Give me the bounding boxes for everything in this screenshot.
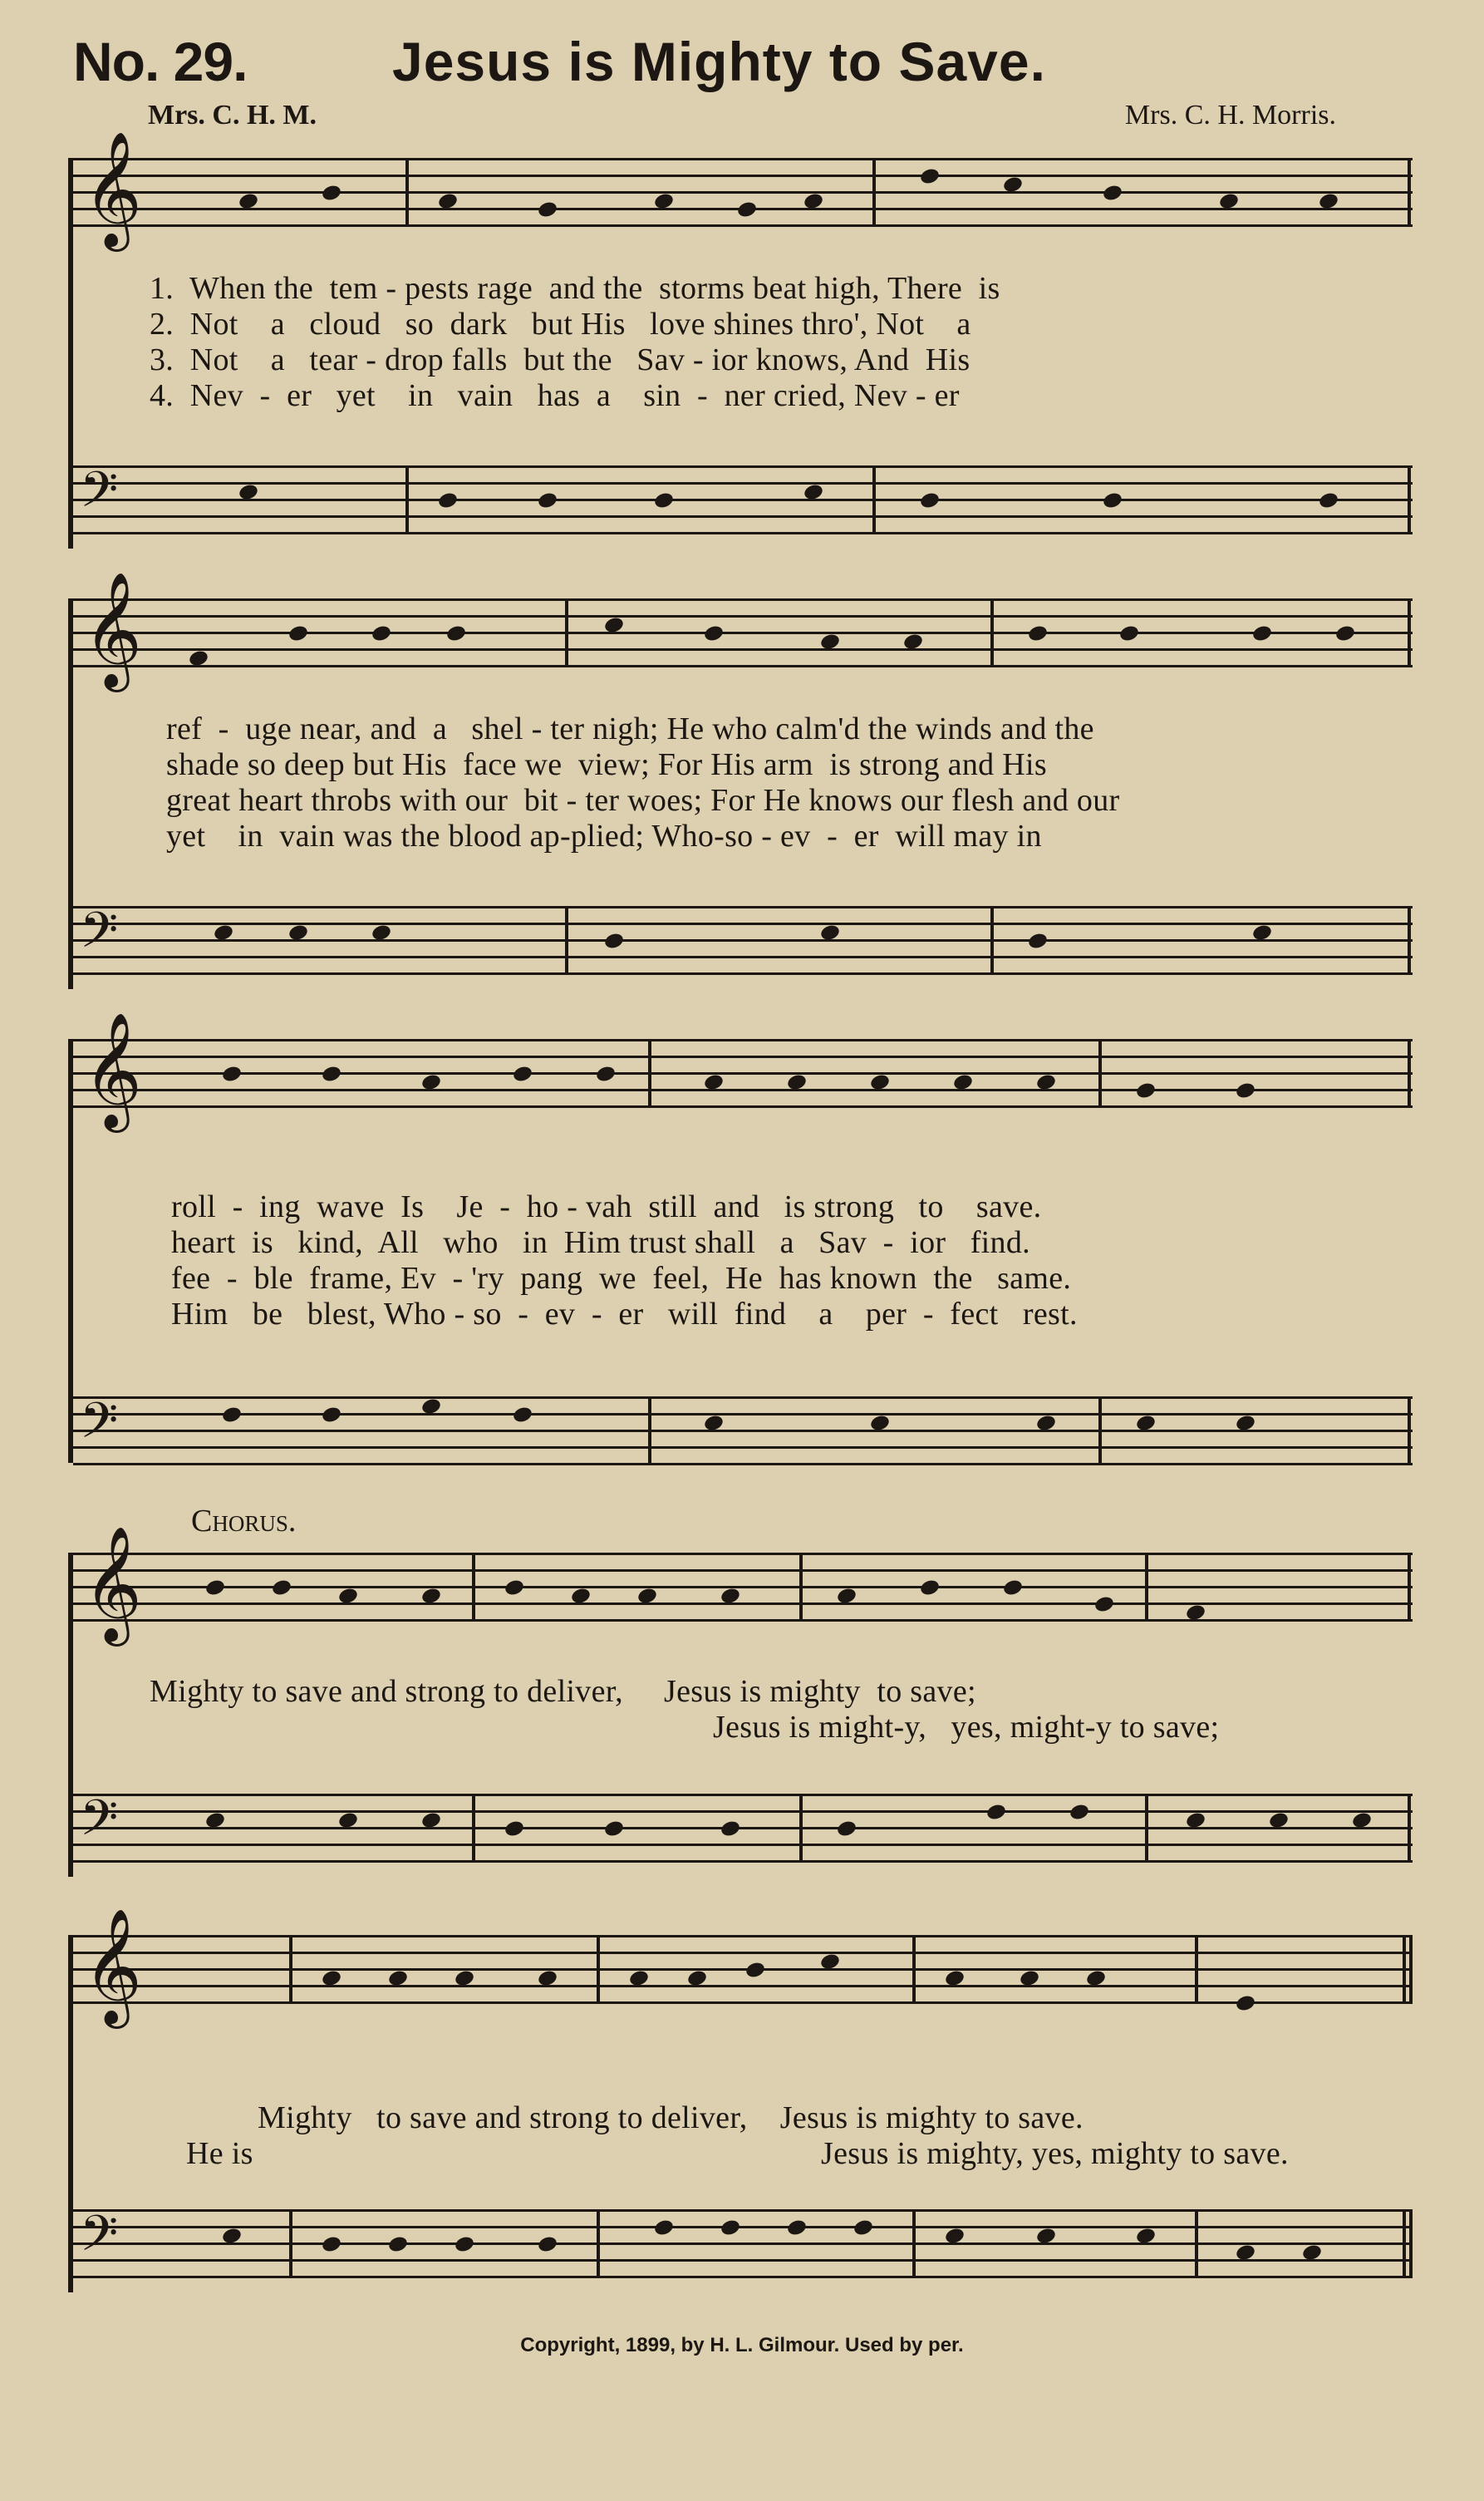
staff-line — [73, 1413, 1413, 1415]
verse-1-line-2: ref - uge near, and a shel - ter nigh; He who calm'd the winds and the — [166, 711, 1094, 746]
note-head — [321, 184, 342, 203]
note-head — [454, 2235, 475, 2254]
note-head — [653, 491, 675, 510]
verse-4-line-2: yet in vain was the blood ap-plied; Who-so - ev - er will may in — [166, 819, 1042, 854]
note-head — [985, 1803, 1007, 1822]
note-head — [603, 932, 625, 951]
staff-line — [73, 1603, 1413, 1605]
note-head — [321, 1406, 342, 1425]
note-head — [387, 2235, 409, 2254]
bass-clef-icon: 𝄢 — [80, 2204, 119, 2274]
bar-line — [799, 1553, 803, 1622]
music-system-1 — [73, 131, 1413, 565]
note-head — [603, 1819, 625, 1839]
treble-staff — [73, 131, 1413, 247]
note-head — [720, 1819, 741, 1839]
staff-line — [73, 906, 1413, 908]
note-head — [836, 1819, 857, 1839]
staff-line — [73, 1985, 1413, 1987]
chorus-line-2-lower-right: Jesus is mighty, yes, mighty to save. — [821, 2136, 1289, 2171]
treble-clef-icon: 𝄞 — [83, 1012, 142, 1128]
staff-line — [73, 499, 1413, 501]
verse-4-line-3: Him be blest, Who - so - ev - er will find a per - fect rest. — [171, 1297, 1078, 1332]
bar-line — [648, 1396, 651, 1465]
verse-2-line-1: 2. Not a cloud so dark but His love shines thro', Not a — [150, 307, 971, 342]
staff-line — [73, 2259, 1413, 2262]
bar-line — [1098, 1396, 1102, 1465]
bar-line — [597, 1935, 600, 2004]
bass-staff — [73, 460, 1413, 535]
bass-clef-icon: 𝄢 — [80, 1391, 119, 1461]
staff-line — [73, 1968, 1413, 1971]
staff-line — [73, 532, 1413, 534]
note-head — [321, 1065, 342, 1084]
bar-line — [1408, 598, 1411, 667]
staff-line — [73, 2001, 1413, 2004]
staff-line — [73, 2243, 1413, 2245]
note-head — [1027, 932, 1049, 951]
staff-line — [73, 1619, 1413, 1622]
bar-line — [565, 598, 568, 667]
staff-line — [73, 923, 1413, 925]
chorus-line-2-upper: Mighty to save and strong to deliver, Jesus is mighty to save. — [258, 2100, 1084, 2135]
bar-line — [405, 158, 409, 227]
music-system-4 — [73, 1526, 1413, 1893]
hymn-title: Jesus is Mighty to Save. — [392, 31, 1046, 92]
bar-line — [990, 906, 994, 975]
note-head — [1118, 624, 1140, 643]
staff-line — [73, 465, 1413, 468]
note-head — [1235, 1994, 1256, 2013]
words-credit: Mrs. C. H. M. — [148, 100, 317, 130]
music-system-3 — [73, 1012, 1413, 1479]
staff-line — [73, 1446, 1413, 1449]
staff-line — [73, 2276, 1413, 2278]
note-head — [204, 1578, 226, 1598]
chorus-label: Chorus. — [191, 1504, 297, 1539]
bar-line — [799, 1794, 803, 1863]
staff-line — [73, 1056, 1413, 1058]
staff-line — [73, 1952, 1413, 1954]
note-head — [1027, 624, 1049, 643]
note-head — [1334, 624, 1356, 643]
verse-4-line-1: 4. Nev - er yet in vain has a sin - ner cried, Nev - er — [150, 378, 960, 413]
copyright-notice: Copyright, 1899, by H. L. Gilmour. Used by per. — [520, 2334, 964, 2356]
staff-line — [73, 2226, 1413, 2228]
note-head — [744, 1961, 766, 1980]
bar-line — [990, 598, 994, 667]
staff-line — [73, 632, 1413, 634]
music-system-2 — [73, 572, 1413, 1006]
bar-line — [1408, 1039, 1411, 1108]
note-head — [736, 200, 758, 219]
treble-clef-icon: 𝄞 — [83, 1526, 142, 1642]
note-head — [703, 624, 725, 643]
staff-line — [73, 1072, 1413, 1075]
treble-clef-icon: 𝄞 — [83, 1908, 142, 2024]
bar-line — [1408, 465, 1411, 534]
bass-clef-icon: 𝄢 — [80, 1789, 119, 1859]
note-head — [504, 1819, 525, 1839]
bar-line — [472, 1794, 475, 1863]
bar-line — [1409, 2209, 1413, 2278]
treble-clef-icon: 𝄞 — [83, 572, 142, 687]
note-head — [512, 1406, 533, 1425]
verse-1-line-3: roll - ing wave Is Je - ho - vah still and is strong to save. — [171, 1189, 1042, 1224]
staff-line — [73, 2209, 1413, 2212]
note-head — [1135, 1081, 1157, 1100]
bar-line — [472, 1553, 475, 1622]
note-head — [287, 624, 309, 643]
verse-3-line-3: fee - ble frame, Ev - 'ry pang we feel, He has known the same. — [171, 1261, 1072, 1296]
staff-line — [73, 1039, 1413, 1041]
bar-line — [289, 1935, 292, 2004]
note-head — [445, 624, 467, 643]
staff-line — [73, 175, 1413, 177]
verse-1-line-1: 1. When the tem - pests rage and the storms beat high, There is — [150, 271, 1000, 306]
staff-line — [73, 515, 1413, 518]
note-head — [1093, 1595, 1115, 1614]
staff-line — [73, 1860, 1413, 1863]
bar-line — [1408, 1794, 1411, 1863]
note-head — [1069, 1803, 1090, 1822]
note-head — [1235, 1081, 1256, 1100]
verse-3-line-2: great heart throbs with our bit - ter woes; For He knows our flesh and our — [166, 783, 1120, 818]
note-head — [1251, 624, 1273, 643]
staff-line — [73, 1463, 1413, 1465]
staff-line — [73, 1810, 1413, 1813]
staff-line — [73, 972, 1413, 975]
note-head — [1102, 184, 1123, 203]
note-head — [537, 491, 558, 510]
bar-line — [289, 2209, 292, 2278]
staff-line — [73, 1553, 1413, 1555]
note-head — [919, 167, 941, 186]
note-head — [1102, 491, 1123, 510]
staff-line — [73, 158, 1413, 160]
staff-line — [73, 939, 1413, 942]
note-head — [504, 1578, 525, 1598]
note-head — [321, 2235, 342, 2254]
bar-line — [872, 158, 876, 227]
bar-line — [565, 906, 568, 975]
staff-line — [73, 1569, 1413, 1572]
staff-line — [73, 1935, 1413, 1937]
bar-line — [1145, 1553, 1148, 1622]
note-head — [512, 1065, 533, 1084]
note-head — [537, 200, 558, 219]
staff-line — [73, 665, 1413, 667]
note-head — [1318, 491, 1339, 510]
bar-line — [1409, 1935, 1413, 2004]
staff-line — [73, 224, 1413, 227]
bar-line — [405, 465, 409, 534]
verse-2-line-2: shade so deep but His face we view; For His arm is strong and His — [166, 747, 1047, 782]
note-head — [1002, 1578, 1024, 1598]
staff-line — [73, 1105, 1413, 1108]
music-system-5 — [73, 1908, 1413, 2309]
note-head — [221, 1065, 243, 1084]
chorus-line-1-lower: Jesus is might-y, yes, might-y to save; — [713, 1710, 1220, 1745]
note-head — [371, 624, 392, 643]
verse-2-line-3: heart is kind, All who in Him trust shall a Sav - ior find. — [171, 1225, 1030, 1260]
note-head — [271, 1578, 292, 1598]
staff-line — [73, 482, 1413, 485]
staff-line — [73, 648, 1413, 651]
staff-line — [73, 1396, 1413, 1399]
bar-line — [1408, 1553, 1411, 1622]
bar-line — [597, 2209, 600, 2278]
bar-line — [912, 1935, 916, 2004]
bar-line — [1403, 2209, 1406, 2278]
note-head — [653, 2218, 675, 2238]
staff-line — [73, 1430, 1413, 1432]
note-head — [919, 491, 941, 510]
verse-3-line-1: 3. Not a tear - drop falls but the Sav - ior knows, And His — [150, 342, 970, 377]
bass-clef-icon: 𝄢 — [80, 901, 119, 971]
bar-line — [1145, 1794, 1148, 1863]
note-head — [853, 2218, 874, 2238]
note-head — [919, 1578, 941, 1598]
bar-line — [1403, 1935, 1406, 2004]
bar-line — [1098, 1039, 1102, 1108]
bar-line — [1195, 1935, 1198, 2004]
bar-line — [1408, 1396, 1411, 1465]
hymn-number: No. 29. — [73, 31, 248, 92]
bar-line — [912, 2209, 916, 2278]
bar-line — [872, 465, 876, 534]
note-head — [786, 2218, 808, 2238]
staff-line — [73, 1794, 1413, 1796]
staff-line — [73, 598, 1413, 601]
note-head — [720, 2218, 741, 2238]
chorus-line-1-upper: Mighty to save and strong to deliver, Jesus is mighty to save; — [150, 1674, 976, 1709]
bar-line — [1408, 906, 1411, 975]
staff-line — [73, 1089, 1413, 1091]
staff-line — [73, 1844, 1413, 1846]
bar-line — [1408, 158, 1411, 227]
note-head — [221, 1406, 243, 1425]
bar-line — [648, 1039, 651, 1108]
staff-line — [73, 191, 1413, 194]
music-credit: Mrs. C. H. Morris. — [1124, 100, 1336, 130]
note-head — [437, 491, 459, 510]
note-head — [537, 2235, 558, 2254]
staff-line — [73, 956, 1413, 958]
bar-line — [1195, 2209, 1198, 2278]
chorus-line-2-lower-left: He is — [186, 2136, 253, 2171]
staff-line — [73, 1827, 1413, 1829]
bass-clef-icon: 𝄢 — [80, 460, 119, 530]
note-head — [595, 1065, 617, 1084]
treble-clef-icon: 𝄞 — [83, 131, 142, 247]
staff-line — [73, 615, 1413, 618]
